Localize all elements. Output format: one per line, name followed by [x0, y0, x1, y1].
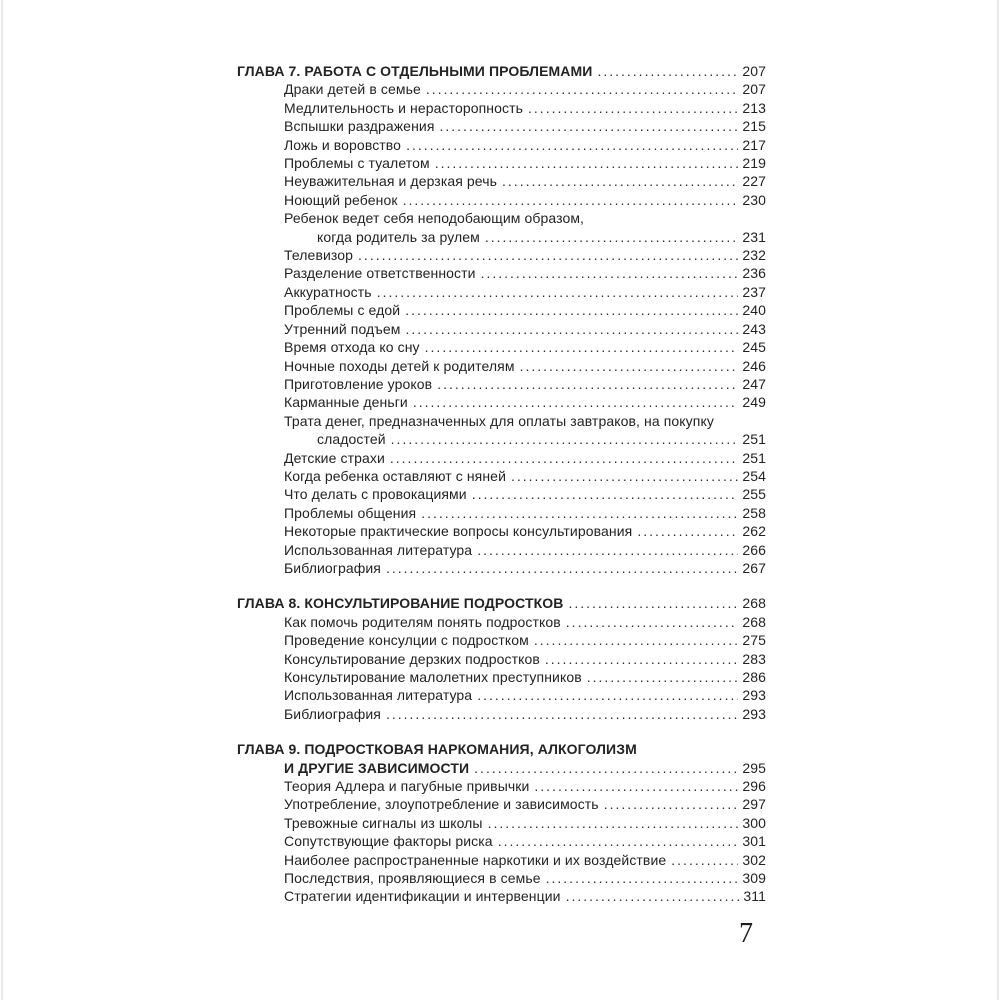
toc-entry-page-number: 293: [742, 705, 766, 722]
toc-entry-page-number: 243: [742, 320, 766, 337]
toc-entry-label: Ноющий ребенок: [284, 191, 398, 208]
toc-entry-label: Карманные деньги: [284, 394, 408, 411]
dot-leader: [488, 814, 739, 832]
dot-leader: [390, 449, 738, 467]
scan-edge-right: [997, 0, 999, 1000]
dot-leader: [520, 357, 739, 375]
toc-entry-page-number: 219: [742, 155, 766, 172]
toc-entry: [237, 668, 766, 686]
toc-entry-page-number: 309: [742, 870, 766, 887]
toc-entry: [237, 246, 766, 264]
toc-entry: [237, 559, 766, 577]
toc-entry: [237, 541, 766, 559]
toc-entry-label: Некоторые практические вопросы консультирования: [284, 523, 633, 540]
toc-entry-page-number: 249: [742, 394, 766, 411]
toc-entry-label: Время отхода ко сну: [284, 339, 420, 356]
toc-entry-page-number: 207: [742, 81, 766, 98]
page-number: 7: [739, 918, 753, 949]
toc-entry: [237, 375, 766, 393]
toc-entry-label: Наиболее распространенные наркотики и их воздействие: [284, 851, 667, 868]
toc-entry: [237, 795, 766, 813]
toc-entry-page-number: 251: [742, 449, 766, 466]
chapter-title-label: ГЛАВА 8. КОНСУЛЬТИРОВАНИЕ ПОДРОСТКОВ: [237, 595, 564, 612]
toc-entry-label: Сопутствующие факторы риска: [284, 833, 493, 850]
dot-leader: [502, 172, 738, 190]
dot-leader: [597, 62, 738, 80]
toc-entry-label: когда родитель за рулем: [317, 228, 480, 245]
toc-entry: [237, 814, 766, 832]
dot-leader: [566, 887, 740, 905]
chapter-title-page-number: 207: [742, 63, 766, 79]
toc-entry: [237, 467, 766, 485]
dot-leader: [391, 430, 739, 448]
toc-entry: [237, 777, 766, 795]
dot-leader: [437, 375, 738, 393]
toc-entry-label: Ночные походы детей к родителям: [284, 357, 515, 374]
dot-leader: [435, 154, 739, 172]
toc-entry-page-number: 251: [742, 431, 766, 448]
dot-leader: [528, 99, 738, 117]
toc-entry-label: Использованная литература: [284, 687, 473, 704]
dot-leader: [425, 338, 739, 356]
toc-entry: [237, 136, 766, 154]
chapter-title: [237, 759, 766, 777]
toc-entry-page-number: 302: [742, 851, 766, 868]
toc-entry: [237, 613, 766, 631]
toc-entry-label: Аккуратность: [284, 283, 372, 300]
toc-entry-page-number: 286: [742, 669, 766, 685]
dot-leader: [405, 301, 738, 319]
dot-leader: [403, 191, 739, 209]
dot-leader: [566, 613, 739, 631]
toc-entry-page-number: 255: [742, 486, 766, 503]
toc-entry-page-number: 258: [742, 504, 766, 521]
dot-leader: [386, 705, 738, 723]
dot-leader: [534, 777, 738, 795]
toc-entry-label: Использованная литература: [284, 541, 473, 558]
toc-entry-page-number: 266: [742, 541, 766, 558]
toc-entry-label: Ложь и воровство: [284, 136, 402, 153]
toc-entry-label: Как помочь родителям понять подростков: [284, 613, 561, 630]
dot-leader: [472, 485, 739, 503]
toc-entry-page-number: 213: [742, 99, 766, 116]
toc-entry: [237, 99, 766, 117]
toc-entry-page-number: 217: [742, 136, 766, 153]
chapter-title: [237, 594, 766, 612]
dot-leader: [568, 594, 738, 612]
toc-entry-label: Консультирование малолетних преступников: [284, 669, 582, 685]
toc-entry-page-number: 227: [742, 173, 766, 190]
toc-entry-page-number: 215: [742, 118, 766, 135]
toc-entry-wrap-line-label: Ребенок ведет себя неподобающим образом,: [284, 210, 585, 227]
toc-entry-label: Библиография: [284, 559, 381, 576]
toc-entry: [237, 887, 766, 905]
toc-entry: [237, 228, 766, 246]
chapter-title-page-number: 295: [742, 759, 766, 776]
toc-entry-page-number: 230: [742, 191, 766, 208]
toc-section: [237, 594, 766, 723]
dot-leader: [426, 80, 738, 98]
toc-entry-wrap-line-label: Трата денег, предназначенных для оплаты завтраков, на покупку: [284, 412, 714, 429]
toc-entry-label: Тревожные сигналы из школы: [284, 814, 483, 831]
toc-entry-label: Последствия, проявляющиеся в семье: [284, 870, 541, 887]
dot-leader: [511, 467, 738, 485]
toc-entry-label: Употребление, злоупотребление и зависимость: [284, 796, 599, 813]
toc-entry: [237, 631, 766, 649]
toc-entry-label: сладостей: [317, 431, 386, 448]
toc-entry: [237, 449, 766, 467]
toc-entry: [237, 650, 766, 668]
toc-entry: [237, 522, 766, 540]
chapter-title: [237, 62, 766, 80]
dot-leader: [477, 686, 738, 704]
dot-leader: [534, 631, 738, 649]
toc-entry: [237, 851, 766, 869]
toc-entry-label: Детские страхи: [284, 449, 385, 466]
toc-entry: [237, 80, 766, 98]
toc-entry: [237, 283, 766, 301]
dot-leader: [358, 246, 738, 264]
toc-entry: [237, 301, 766, 319]
dot-leader: [498, 832, 739, 850]
dot-leader: [481, 264, 739, 282]
toc-entry-wrap-line: [237, 412, 766, 430]
toc-entry-label: Когда ребенка оставляют с няней: [284, 467, 506, 484]
toc-entry-page-number: 245: [742, 339, 766, 356]
toc-entry-page-number: 246: [742, 357, 766, 374]
dot-leader: [474, 759, 738, 777]
toc-entry-page-number: 240: [742, 302, 766, 319]
toc-entry-page-number: 267: [742, 559, 766, 576]
dot-leader: [406, 136, 738, 154]
toc-entry-page-number: 296: [742, 778, 766, 795]
toc-entry-label: Утренний подъем: [284, 320, 401, 337]
dot-leader: [546, 869, 739, 887]
chapter-title-label: ГЛАВА 7. РАБОТА С ОТДЕЛЬНЫМИ ПРОБЛЕМАМИ: [237, 63, 593, 79]
chapter-title-line1: [237, 740, 766, 758]
toc-entry-wrap-line: [237, 209, 766, 227]
toc-entry-page-number: 247: [742, 375, 766, 392]
dot-leader: [485, 228, 738, 246]
toc-entry-page-number: 262: [742, 523, 766, 540]
toc-entry: [237, 320, 766, 338]
toc-entry: [237, 264, 766, 282]
toc-entry: [237, 338, 766, 356]
toc-entry-page-number: 283: [742, 650, 766, 667]
toc-entry-label: Драки детей в семье: [284, 81, 421, 98]
dot-leader: [377, 283, 739, 301]
toc-entry-page-number: 275: [742, 632, 766, 649]
toc-entry-page-number: 293: [742, 687, 766, 704]
chapter-title-line1-label: ГЛАВА 9. ПОДРОСТКОВАЯ НАРКОМАНИЯ, АЛКОГОЛИЗМ: [237, 741, 637, 758]
toc-entry: [237, 869, 766, 887]
scan-edge-left: [1, 0, 3, 1000]
toc-entry-page-number: 236: [742, 265, 766, 282]
toc-entry: [237, 504, 766, 522]
toc-entry-page-number: 231: [742, 228, 766, 245]
toc-entry: [237, 832, 766, 850]
toc-entry-label: Библиография: [284, 705, 381, 722]
dot-leader: [671, 851, 738, 869]
toc-entry-page-number: 232: [742, 247, 766, 264]
dot-leader: [545, 650, 738, 668]
dot-leader: [405, 320, 738, 338]
toc-entry-page-number: 300: [742, 814, 766, 831]
toc-entry: [237, 393, 766, 411]
toc-entry-page-number: 237: [742, 283, 766, 300]
toc-entry-label: Вспышки раздражения: [284, 118, 435, 135]
toc-entry: [237, 117, 766, 135]
toc-entry: [237, 191, 766, 209]
toc-entry-label: Неуважительная и дерзкая речь: [284, 173, 498, 190]
dot-leader: [421, 504, 738, 522]
toc-entry-page-number: 311: [743, 888, 766, 905]
toc-entry: [237, 172, 766, 190]
toc-entry: [237, 154, 766, 172]
toc-entry-page-number: 301: [742, 833, 766, 850]
toc-entry-label: Теория Адлера и пагубные привычки: [284, 778, 530, 795]
toc-entry-label: Что делать с провокациями: [284, 486, 467, 503]
dot-leader: [413, 393, 738, 411]
toc-entry-label: Приготовление уроков: [284, 375, 433, 392]
toc-entry-label: Стратегии идентификации и интервенции: [284, 888, 561, 905]
toc-entry-label: Проблемы с едой: [284, 302, 401, 319]
toc-entry: [237, 357, 766, 375]
toc-entry-label: Консультирование дерзких подростков: [284, 650, 540, 667]
chapter-title-label: И ДРУГИЕ ЗАВИСИМОСТИ: [284, 759, 470, 776]
table-of-contents: [237, 62, 766, 906]
toc-entry-label: Проведение консулции с подростком: [284, 632, 529, 649]
dot-leader: [637, 522, 738, 540]
dot-leader: [440, 117, 739, 135]
toc-entry: [237, 430, 766, 448]
toc-entry: [237, 485, 766, 503]
toc-entry-page-number: 268: [742, 613, 766, 630]
dot-leader: [604, 795, 739, 813]
toc-entry-page-number: 297: [742, 796, 766, 813]
dot-leader: [386, 559, 738, 577]
toc-entry: [237, 686, 766, 704]
toc-entry-label: Медлительность и нерасторопность: [284, 99, 524, 116]
toc-entry-page-number: 254: [742, 467, 766, 484]
dot-leader: [587, 668, 739, 686]
toc-entry-label: Проблемы с туалетом: [284, 155, 430, 172]
toc-entry: [237, 705, 766, 723]
toc-entry-label: Разделение ответственности: [284, 265, 476, 282]
toc-entry-label: Проблемы общения: [284, 504, 417, 521]
chapter-title-page-number: 268: [742, 595, 766, 612]
toc-entry-label: Телевизор: [284, 247, 354, 264]
toc-section: [237, 740, 766, 906]
dot-leader: [477, 541, 738, 559]
toc-section: [237, 62, 766, 577]
